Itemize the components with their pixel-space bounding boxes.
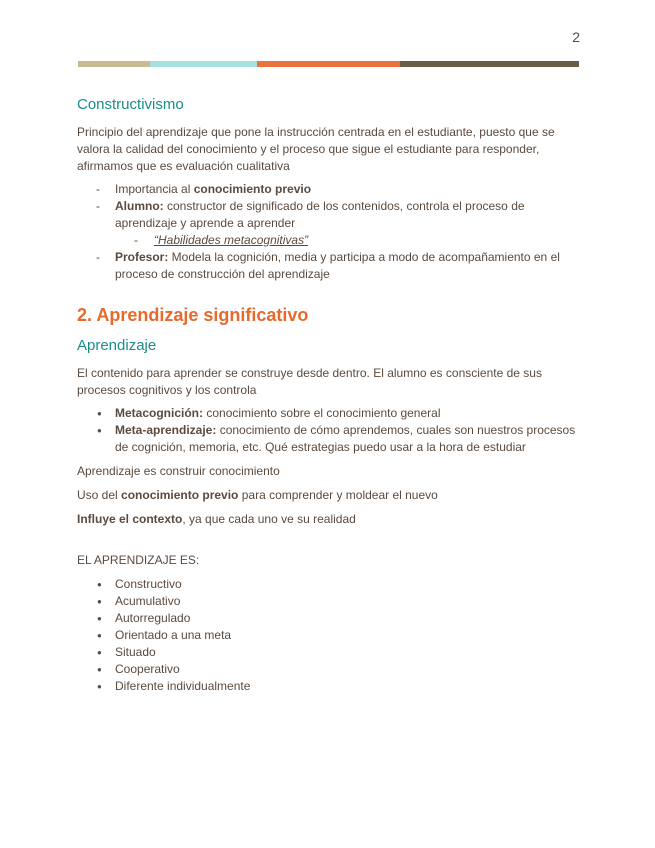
list-item xyxy=(77,181,579,198)
list-item xyxy=(77,198,579,232)
list-item: ● Autorregulado xyxy=(77,610,579,627)
heading-constructivismo: Constructivismo xyxy=(77,96,184,113)
item-bold: conocimiento previo xyxy=(193,182,312,196)
rule-segment xyxy=(150,61,257,67)
item-bold: Meta-aprendizaje: xyxy=(115,423,217,437)
item-bold: Profesor: xyxy=(115,250,169,264)
bold-text: Influye el contexto xyxy=(77,512,183,526)
list-item xyxy=(77,249,579,283)
page-number: 2 xyxy=(572,29,580,45)
item-text: conocimiento sobre el conocimiento general xyxy=(203,406,441,420)
paragraph-line2 xyxy=(77,487,579,504)
list-item xyxy=(77,422,579,456)
paragraph-constructivismo-intro: Principio del aprendizaje que pone la instrucción centrada en el estudiante, puesto que se valora la calidad del conocimiento y el proceso que sigue el estudiante para responder, afirmamos que es evaluación cualitativa xyxy=(77,125,555,173)
item-text: constructor de significado de los contenidos, controla el proceso de aprendizaje y aprende a aprender xyxy=(115,199,525,230)
rule-segment xyxy=(78,61,150,67)
item-bold: Alumno: xyxy=(115,199,164,213)
list-item: ● Constructivo xyxy=(77,576,579,593)
item-text: conocimiento de cómo aprendemos, cuales son nuestros procesos de cognición, memoria, etc. Qué estrategias puedo usar a la hora de estudiar xyxy=(115,423,576,454)
habilidades-link[interactable]: “Habilidades metacognitivas” xyxy=(154,233,309,247)
text: , ya que cada uno ve su realidad xyxy=(182,512,356,526)
paragraph-line3 xyxy=(77,511,579,528)
rule-segment xyxy=(400,61,579,67)
list-title: EL APRENDIZAJE ES: xyxy=(77,553,200,567)
list-item: ● Orientado a una meta xyxy=(77,627,579,644)
subheading-aprendizaje: Aprendizaje xyxy=(77,337,157,354)
list-item: ● Diferente individualmente xyxy=(77,678,579,695)
paragraph-aprendizaje-intro: El contenido para aprender se construye desde dentro. El alumno es consciente de sus procesos cognitivos y los controla xyxy=(77,366,542,397)
rule-segment xyxy=(257,61,400,67)
constructivismo-list xyxy=(77,181,579,283)
text: para comprender y moldear el nuevo xyxy=(238,488,438,502)
page-content xyxy=(77,95,579,695)
item-text: Modela la cognición, media y participa a modo de acompañamiento en el proceso de construcción del aprendizaje xyxy=(115,250,560,281)
aprendizaje-es-list xyxy=(77,576,579,695)
aprendizaje-bullets xyxy=(77,405,579,456)
item-bold: Metacognición: xyxy=(115,406,204,420)
bold-text: conocimiento previo xyxy=(121,488,239,502)
list-item: ● Cooperativo xyxy=(77,661,579,678)
paragraph-line1: Aprendizaje es construir conocimiento xyxy=(77,464,280,478)
heading-aprendizaje-significativo: 2. Aprendizaje significativo xyxy=(77,305,309,325)
header-color-rule xyxy=(78,61,579,67)
text: Uso del xyxy=(77,488,122,502)
list-item: ● Situado xyxy=(77,644,579,661)
item-text: Importancia al xyxy=(115,182,194,196)
list-subitem xyxy=(77,232,579,249)
list-item xyxy=(77,405,579,422)
list-item: ● Acumulativo xyxy=(77,593,579,610)
